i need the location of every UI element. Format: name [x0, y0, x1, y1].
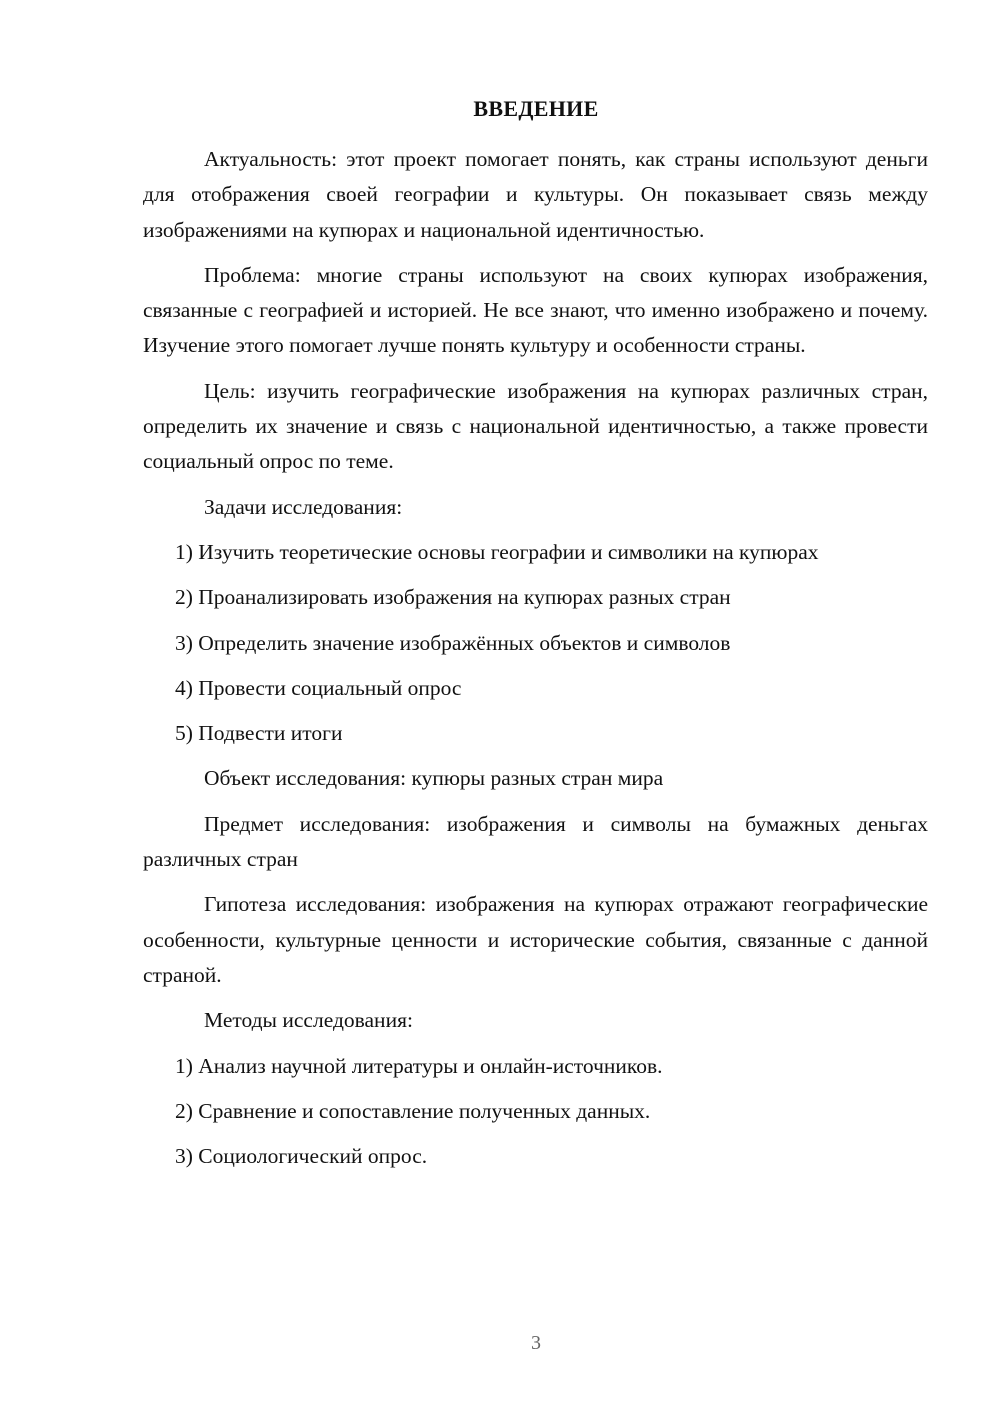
goal-paragraph: Цель: изучить географические изображения на купюрах различных стран, определить их значение и связь с национальной идентичностью, а также провести социальный опрос по теме. — [143, 378, 928, 474]
task-item: 4) Провести социальный опрос — [175, 675, 462, 700]
methods-heading: Методы исследования: — [204, 1008, 413, 1033]
methods-list — [143, 1049, 928, 1175]
problem-paragraph: Проблема: многие страны используют на своих купюрах изображения, связанные с географией и историей. Не все знают, что именно изображено и почему. Изучение этого помогает лучше понять культуру и особенности страны. — [143, 262, 928, 358]
tasks-list — [143, 535, 928, 751]
relevance-paragraph: Актуальность: этот проект помогает понять, как страны используют деньги для отображения своей географии и культуры. Он показывает связь между изображениями на купюрах и национальной идентичностью. — [143, 147, 928, 242]
page-number: 3 — [531, 1332, 541, 1354]
method-item: 1) Анализ научной литературы и онлайн-источников. — [175, 1053, 663, 1078]
subject-paragraph: Предмет исследования: изображения и символы на бумажных деньгах различных стран — [143, 811, 928, 872]
task-item: 1) Изучить теоретические основы географии и символики на купюрах — [175, 539, 819, 564]
section-title: ВВЕДЕНИЕ — [473, 96, 599, 121]
method-item: 2) Сравнение и сопоставление полученных данных. — [175, 1098, 651, 1123]
object-paragraph: Объект исследования: купюры разных стран мира — [204, 766, 664, 791]
task-item: 5) Подвести итоги — [175, 721, 343, 746]
task-item: 2) Проанализировать изображения на купюрах разных стран — [175, 585, 731, 610]
method-item: 3) Социологический опрос. — [175, 1144, 428, 1169]
hypothesis-paragraph: Гипотеза исследования: изображения на купюрах отражают географические особенности, культурные ценности и исторические события, связанные с данной страной. — [143, 892, 928, 987]
document-body — [143, 142, 928, 1184]
tasks-heading: Задачи исследования: — [204, 494, 403, 519]
task-item: 3) Определить значение изображённых объектов и символов — [175, 630, 731, 655]
